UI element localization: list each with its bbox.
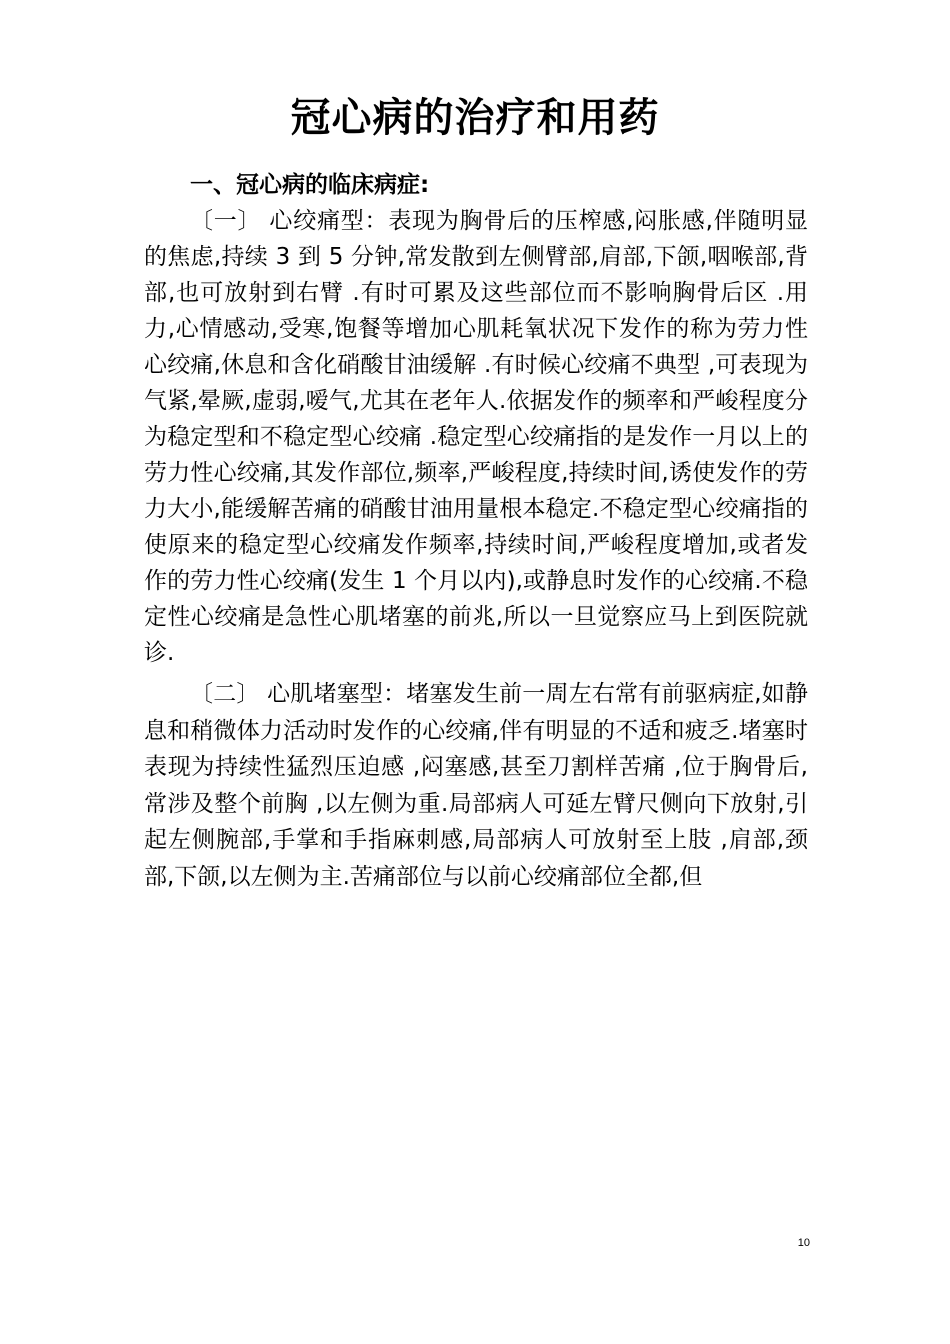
document-title: 冠心病的治疗和用药 [290, 95, 660, 141]
section-heading: 一、冠心病的临床病症: [190, 172, 430, 198]
paragraph-angina: 〔一〕 心绞痛型：表现为胸骨后的压榨感,闷胀感,伴随明显的焦虑,持续 3 到 5 分钟,常发散到左侧臂部,肩部,下颌,咽喉部,背部,也可放射到右臂 .有时可累及这些部位而不影响胸骨后区 .用力,心情感动,受寒,饱餐等增加心肌耗氧状况下发作的称为劳力性心绞痛,休息和含化硝酸甘油缓解 .有时候心绞痛不典型 ,可表现为气紧,晕厥,虚弱,嗳气,尤其在老年人.依据发作的频率和严峻程度分为稳定型和不稳定型心绞痛 .稳定型心绞痛指的是发作一月以上的劳力性心绞痛,其发作部位,频率,严峻程度,持续时间,诱使发作的劳力大小,能缓解苦痛的硝酸甘油用量根本稳定.不稳定型心绞痛指的使原来的稳定型心绞痛发作频率,持续时间,严峻程度增加,或者发作的劳力性心绞痛(发生 1 个月以内),或静息时发作的心绞痛.不稳定性心绞痛是急性心肌堵塞的前兆,所以一旦觉察应马上到医院就诊. [144, 208, 808, 666]
page-number: 10 [797, 1237, 810, 1249]
paragraph-myocardial-infarction: 〔二〕 心肌堵塞型：堵塞发生前一周左右常有前驱病症,如静息和稍微体力活动时发作的心绞痛,伴有明显的不适和疲乏.堵塞时表现为持续性猛烈压迫感 ,闷塞感,甚至刀割样苦痛 ,位于胸骨后,常涉及整个前胸 ,以左侧为重.局部病人可延左臂尺侧向下放射,引起左侧腕部,手掌和手指麻刺感,局部病人可放射至上肢 ,肩部,颈部,下颌,以左侧为主.苦痛部位与以前心绞痛部位全都,但 [144, 681, 808, 890]
